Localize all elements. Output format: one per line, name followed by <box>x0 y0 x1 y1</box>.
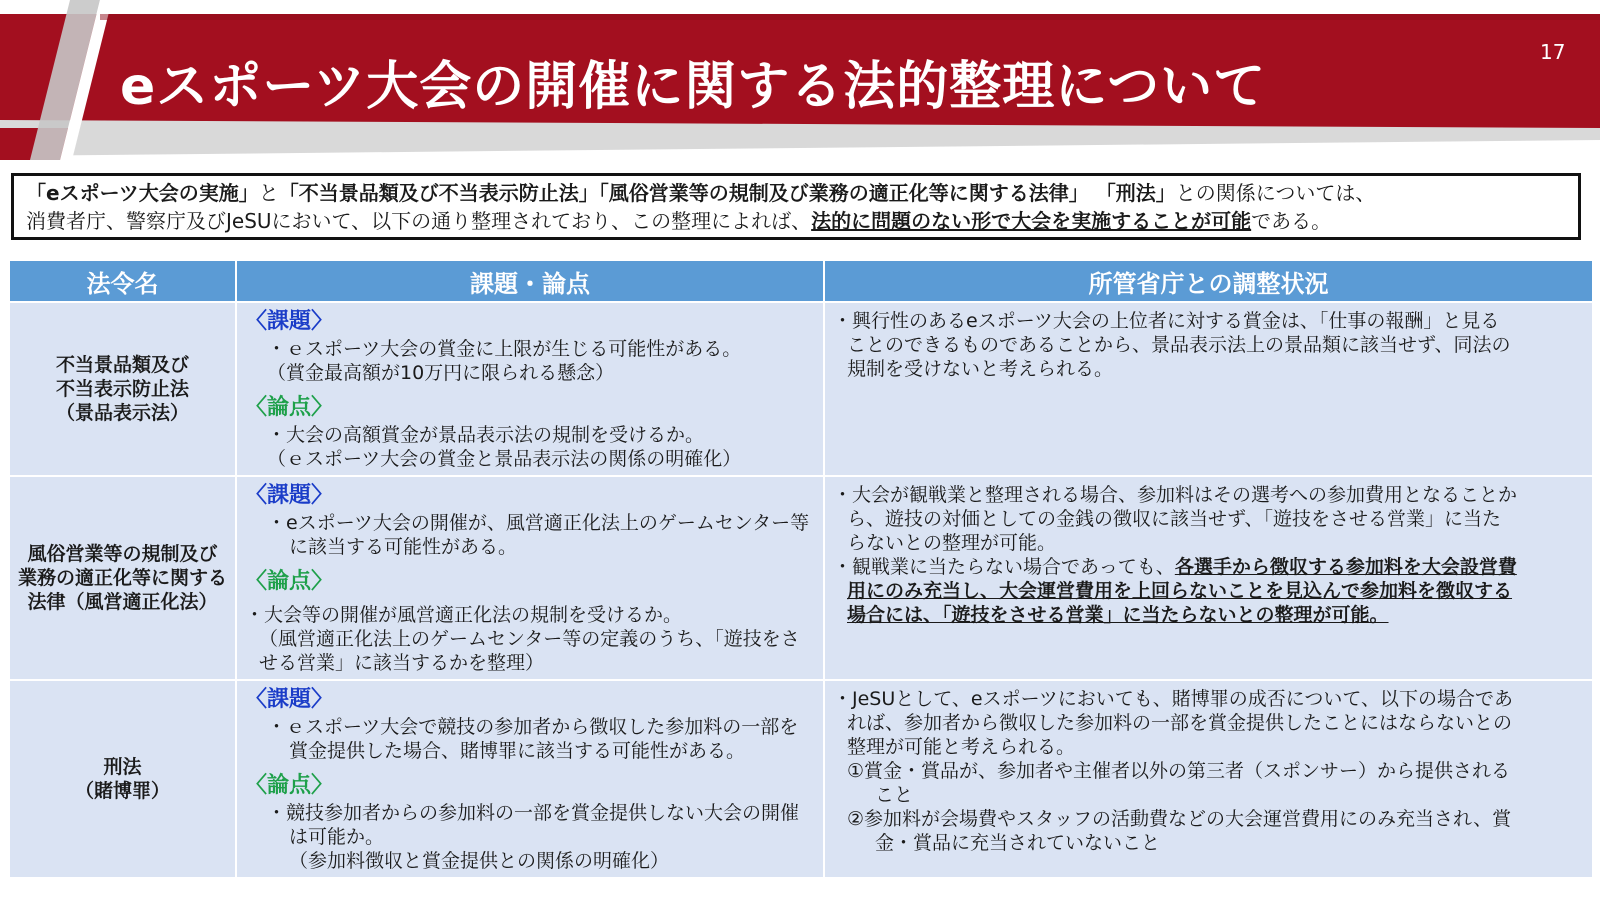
status-text: 整理が可能と考えられる。 <box>847 736 1076 758</box>
summary-part: 消費者庁、警察庁及びJeSUにおいて、以下の通り整理されており、この整理によれば、 <box>26 209 812 233</box>
status-text: ・大会が観戦業と整理される場合、参加料はその選考への参加費用となることか <box>833 484 1518 506</box>
page-number: 17 <box>1540 40 1566 64</box>
status-cell <box>824 680 1593 878</box>
law-name-cell <box>9 302 236 476</box>
column-header-issue: 課題・論点 <box>236 260 824 302</box>
column-header-law: 法令名 <box>9 260 236 302</box>
law-name-line: （景品表示法） <box>55 402 189 424</box>
issue-label: 〈課題〉 <box>245 687 334 712</box>
law-name-line: 風俗営業等の規制及び <box>27 543 218 565</box>
page-title: eスポーツ大会の開催に関する法的整理について <box>120 57 1267 117</box>
status-text: ②参加料が会場費やスタッフの活動費などの大会運営費用にのみ充当され、賞 <box>847 808 1512 830</box>
status-emphasis: 場合には、「遊技をさせる営業」に当たらないとの整理が可能。 <box>847 604 1389 626</box>
summary-part: 「eスポーツ大会の実施」 <box>26 181 259 205</box>
issue-text: ・ｅスポーツ大会の賞金に上限が生じる可能性がある。 <box>267 338 742 360</box>
issue-text: に該当する可能性がある。 <box>289 536 518 558</box>
law-name-line: 刑法 <box>103 756 142 778</box>
issue-cell <box>236 680 824 878</box>
law-name-line: 法律（風営適正化法） <box>27 591 218 613</box>
issue-cell <box>236 476 824 680</box>
table-row <box>9 302 1593 476</box>
column-header-status: 所管省庁との調整状況 <box>824 260 1593 302</box>
point-text: ・大会等の開催が風営適正化法の規制を受けるか。 <box>245 604 683 626</box>
status-text: ・観戦業に当たらない場合であっても、 <box>833 556 1175 578</box>
status-cell <box>824 302 1593 476</box>
table-row <box>9 680 1593 878</box>
summary-line-2 <box>26 207 1566 235</box>
status-emphasis: 用にのみ充当し、大会運営費用を上回らないことを見込んで参加料を徴収する <box>847 580 1513 602</box>
status-text: ・JeSUとして、eスポーツにおいても、賭博罪の成否について、以下の場合であ <box>833 688 1514 710</box>
point-label: 〈論点〉 <box>245 395 334 420</box>
issue-text: ・ｅスポーツ大会で競技の参加者から徴収した参加料の一部を <box>267 716 799 738</box>
issue-text: 賞金提供した場合、賭博罪に該当する可能性がある。 <box>289 740 746 762</box>
table-header-row <box>9 260 1593 302</box>
status-text: ことのできるものであることから、景品表示法上の景品類に該当せず、同法の <box>847 334 1511 356</box>
status-cell <box>824 476 1593 680</box>
point-text: は可能か。 <box>289 826 385 848</box>
summary-emphasis: 法的に問題のない形で大会を実施することが可能 <box>811 209 1252 233</box>
summary-part: との関係については、 <box>1175 181 1376 205</box>
point-text: ・競技参加者からの参加料の一部を賞金提供しない大会の開催 <box>267 802 800 824</box>
law-name-line: 業務の適正化等に関する <box>17 567 227 589</box>
summary-part: と <box>258 181 279 205</box>
summary-box <box>11 173 1581 240</box>
status-emphasis: 各選手から徴収する参加料を大会設営費 <box>1174 556 1517 578</box>
law-name-cell <box>9 476 236 680</box>
point-label: 〈論点〉 <box>245 569 334 594</box>
point-text: ・大会の高額賞金が景品表示法の規制を受けるか。 <box>267 424 705 446</box>
header-banner <box>0 0 1600 160</box>
status-text: ・興行性のあるeスポーツ大会の上位者に対する賞金は、「仕事の報酬」と見る <box>833 310 1500 332</box>
status-text: ら、遊技の対価としての金銭の徴収に該当せず、「遊技をさせる営業」に当た <box>847 508 1501 530</box>
point-text: （風営適正化法上のゲームセンター等の定義のうち、「遊技をさ <box>259 628 800 650</box>
summary-part: である。 <box>1251 209 1332 233</box>
status-text: こと <box>875 784 914 806</box>
issue-label: 〈課題〉 <box>245 483 334 508</box>
issue-text: ・eスポーツ大会の開催が、風営適正化法上のゲームセンター等 <box>267 512 810 534</box>
table-row <box>9 476 1593 680</box>
issue-cell <box>236 302 824 476</box>
status-text: れば、参加者から徴収した参加料の一部を賞金提供したことにはならないとの <box>847 712 1513 734</box>
summary-line-1 <box>26 179 1566 207</box>
law-name-line: （賭博罪） <box>74 780 170 802</box>
status-text: らないとの整理が可能。 <box>847 532 1057 554</box>
status-text: 規制を受けないと考えられる。 <box>847 358 1114 380</box>
law-name-line: 不当景品類及び <box>55 354 189 376</box>
issue-text: （賞金最高額が10万円に限られる懸念） <box>267 362 615 384</box>
law-name-cell <box>9 680 236 878</box>
legal-table <box>8 259 1594 879</box>
status-text: 金・賞品に充当されていないこと <box>875 832 1161 854</box>
status-text: ①賞金・賞品が、参加者や主催者以外の第三者（スポンサー）から提供される <box>847 760 1511 782</box>
law-name-line: 不当表示防止法 <box>55 378 189 400</box>
point-text: （参加料徴収と賞金提供との関係の明確化） <box>289 850 670 872</box>
issue-label: 〈課題〉 <box>245 309 334 334</box>
point-text: （ｅスポーツ大会の賞金と景品表示法の関係の明確化） <box>267 448 742 470</box>
point-text: せる営業」に該当するかを整理） <box>259 652 545 674</box>
point-label: 〈論点〉 <box>245 773 334 798</box>
summary-part: 「不当景品類及び不当表示防止法」「風俗営業等の規制及び業務の適正化等に関する法律」 「刑法」 <box>278 181 1176 205</box>
